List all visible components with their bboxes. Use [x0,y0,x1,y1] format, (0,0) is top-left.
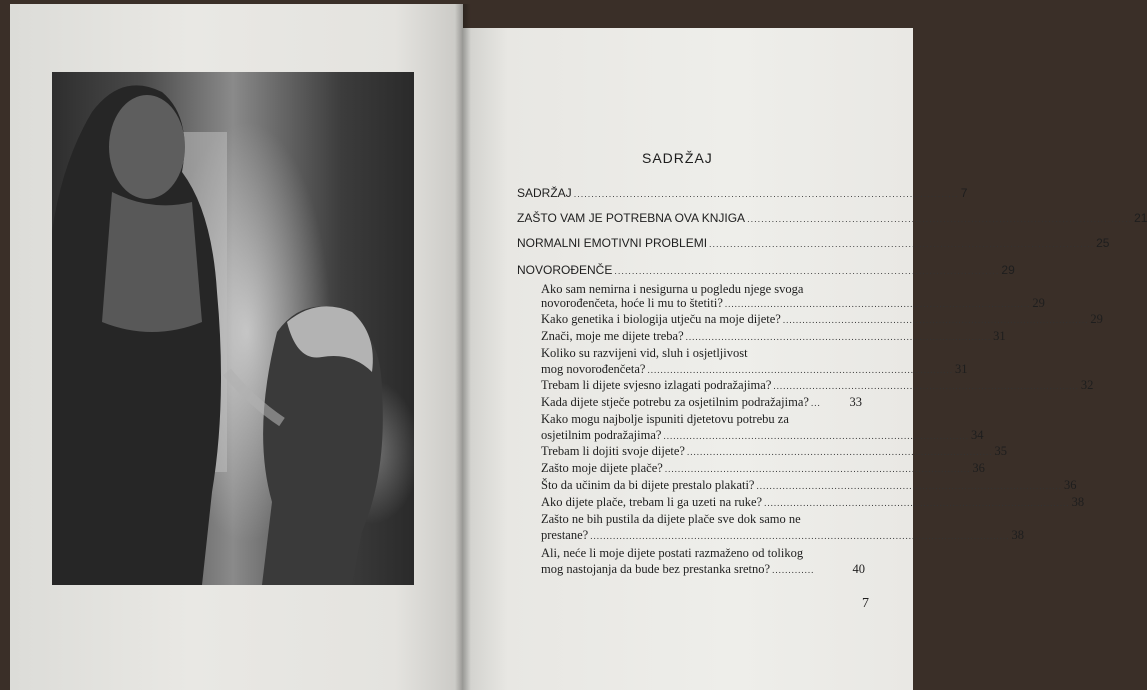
toc-subentry [541,312,1103,328]
toc-subentry-line1: Zašto ne bih pustila da dijete plače sve dok samo ne [541,512,801,526]
toc-subentry-page: 29 [1090,312,1103,326]
toc-subentry-page: 34 [970,428,984,442]
toc-subentry [541,478,1077,494]
toc-subentry-page: 38 [1071,495,1085,509]
photo-illustration [52,72,414,585]
toc-subentry [541,495,1085,511]
toc-subentry-label: Trebam li dijete svjesno izlagati podražajima? [541,378,772,392]
mother-blouse [102,192,202,332]
toc-subentry [541,362,968,378]
toc-entry-label: SADRŽAJ [517,186,572,200]
toc-subentry [541,562,865,578]
toc-subentry-label: Trebam li dojiti svoje dijete? [541,444,685,458]
toc-leader: ................................................................................................................................. [590,531,1010,541]
toc-entry-page: 21 [1134,211,1147,225]
toc-subentry-page: 31 [954,362,968,376]
toc-entry-page: 7 [960,186,968,200]
toc-entry-label: NORMALNI EMOTIVNI PROBLEMI [517,236,708,250]
toc-subentry-page: 32 [1080,378,1094,392]
toc-subentry-line1: Kako mogu najbolje ispuniti djetetovu potrebu za [541,412,789,426]
toc-subentry-page: 38 [1011,528,1024,542]
toc-subentry [541,461,985,477]
toc-leader: .............................................................................................................. [573,189,959,199]
mother-head [109,95,185,199]
toc-leader: .............................................................................................. [756,481,1062,491]
toc-leader: .............................................................................................. [686,447,993,457]
toc-subentry-label: osjetilnim podražajima? [541,428,662,442]
toc-subentry-label: Što da učinim da bi dijete prestalo plakati? [541,478,755,492]
toc-subentry-line1: Ali, neće li moje dijete postati razmaženo od tolikog [541,546,804,560]
toc-subentry-line1: Ako sam nemirna i nesigurna u pogledu njege svoga [541,282,804,296]
toc-subentry [541,296,1045,312]
toc-subentry-page: 36 [972,461,985,475]
toc-subentry [541,329,1006,345]
toc-subentry-page: 35 [994,444,1007,458]
toc-subentry-label: Kada dijete stječe potrebu za osjetilnim podražajima? [541,395,809,409]
toc-subentry-page: 31 [993,329,1006,343]
toc-subentry-page: 29 [1032,296,1045,310]
toc-leader: .............................................................................................. [647,365,953,375]
toc-leader: .............................................................................................. [685,332,992,342]
toc-leader: .............................................................................................. [764,498,1070,508]
toc-subentry [541,528,1024,544]
toc-leader: ............. [772,565,815,575]
toc-subentry-label: prestane? [541,528,589,542]
toc-subentry-label: Ako dijete plače, trebam li ga uzeti na ruke? [541,495,763,509]
toc-leader: .............................................................................................. [773,381,1079,391]
toc-leader: .............................................................................................................. [747,214,1133,224]
toc-leader: ... [810,398,821,408]
toc-subentry-label: Zašto moje dijete plače? [541,461,663,475]
toc-title: SADRŽAJ [642,150,713,166]
toc-subentry [541,378,1094,394]
toc-subentry-page: 36 [1063,478,1077,492]
toc-subentry [541,428,984,444]
toc-subentry-label: Kako genetika i biologija utječu na moje dijete? [541,312,781,326]
toc-subentry-page: 40 [852,562,865,576]
toc-entry-page: 29 [1001,263,1015,277]
toc-entry [517,236,1110,252]
toc-subentry-label: novorođenčeta, hoće li mu to štetiti? [541,296,723,310]
toc-entry [517,186,968,202]
mother-and-child-photo [52,72,414,585]
toc-subentry-label: mog nastojanja da bude bez prestanka sretno? [541,562,771,576]
toc-leader: .............................................................................................. [782,315,1089,325]
toc-subentry-line1: Koliko su razvijeni vid, sluh i osjetljivost [541,346,748,360]
toc-leader: .............................................................................................. [664,464,971,474]
toc-entry-label: NOVOROĐENČE [517,263,613,277]
toc-leader: .............................................................................................. [663,431,969,441]
toc-entry-label: ZAŠTO VAM JE POTREBNA OVA KNJIGA [517,211,746,225]
page-number: 7 [862,596,869,611]
toc-subentry-label: Znači, moje me dijete treba? [541,329,684,343]
toc-subentry [541,395,862,411]
toc-leader: .............................................................................................. [724,299,1031,309]
toc-entry [517,263,1015,279]
toc-leader: .............................................................................................................. [709,239,1095,249]
toc-subentry-label: mog novorođenčeta? [541,362,646,376]
toc-entry [517,211,1147,227]
toc-subentry-page: 33 [849,395,862,409]
toc-leader: .............................................................................................................. [614,266,1000,276]
toc-entry-page: 25 [1096,236,1110,250]
book-gutter [455,4,471,690]
toc-subentry [541,444,1007,460]
